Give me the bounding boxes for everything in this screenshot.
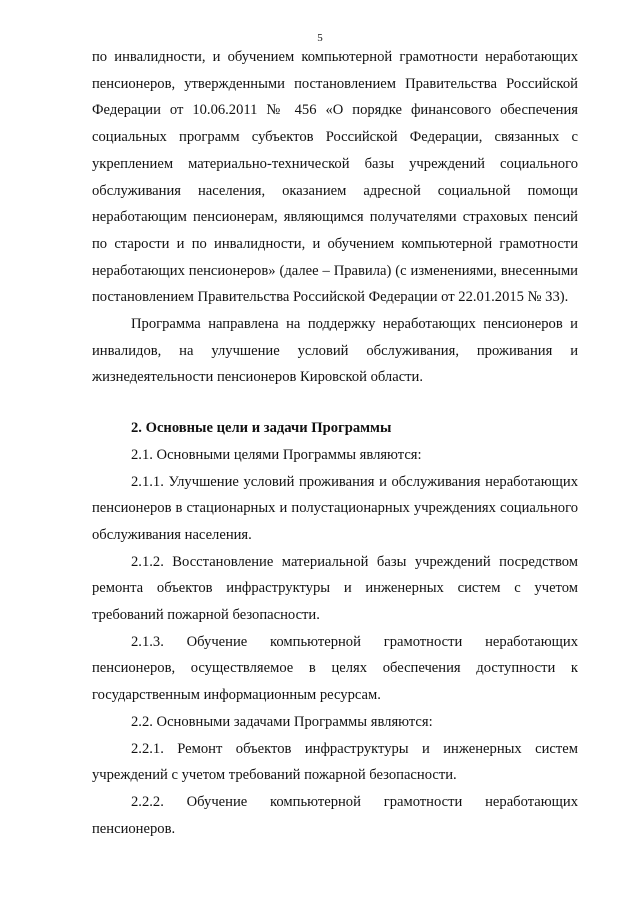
section-heading: 2. Основные цели и задачи Программы: [131, 420, 392, 437]
paragraph-continuation: по инвалидности, и обучением компьютерной грамотности неработающих пенсионеров, утвержденными постановлением Правительства Российской Федерации от 10.06.2011 № 456 «О порядке финансового обеспечения социальных программ субъектов Российской Федерации, связанных с укреплением материально-технической базы учреждений социального обслуживания населения, оказанием адресной социальной помощи неработающим пенсионерам, являющимся получателями страховых пенсий по старости и по инвалидности, и обучением компьютерной грамотности неработающих пенсионеров» (далее – Правила) (с изменениями, внесенными постановлением Правительства Российской Федерации от 22.01.2015 № 33).: [92, 49, 578, 306]
paragraph-program-purpose: Программа направлена на поддержку неработающих пенсионеров и инвалидов, на улучшение условий обслуживания, проживания и жизнедеятельности пенсионеров Кировской области.: [92, 316, 578, 386]
paragraph-2-1-2: 2.1.2. Восстановление материальной базы учреждений посредством ремонта объектов инфраструктуры и инженерных систем с учетом требований пожарной безопасности.: [92, 553, 578, 624]
paragraph-2-1-3: 2.1.3. Обучение компьютерной грамотности неработающих пенсионеров, осуществляемое в целях обеспечения доступности к государственным информационным ресурсам.: [92, 633, 578, 704]
paragraph-2-2: 2.2. Основными задачами Программы являются:: [131, 713, 433, 730]
paragraph-2-1: 2.1. Основными целями Программы являются:: [131, 446, 422, 463]
document-body: [92, 44, 578, 842]
paragraph-2-2-1: 2.2.1. Ремонт объектов инфраструктуры и инженерных систем учреждений с учетом требований пожарной безопасности.: [92, 740, 578, 784]
paragraph-2-2-2: 2.2.2. Обучение компьютерной грамотности неработающих пенсионеров.: [92, 793, 578, 837]
paragraph-2-1-1: 2.1.1. Улучшение условий проживания и обслуживания неработающих пенсионеров в стационарных и полустационарных учреждениях социального обслуживания населения.: [92, 473, 578, 543]
page-number: 5: [317, 32, 323, 44]
